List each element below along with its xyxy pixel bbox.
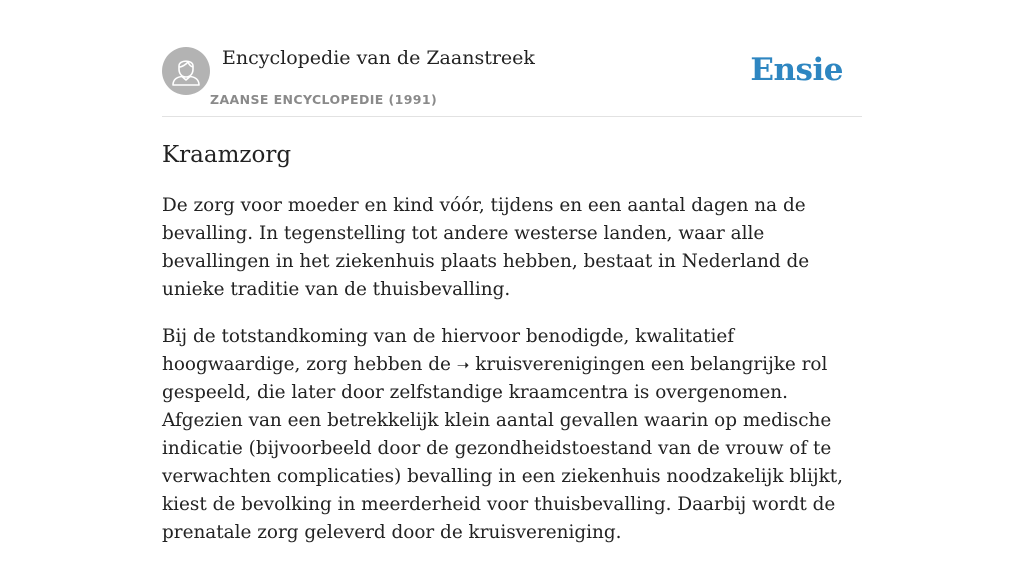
cross-reference-label: kruisverenigingen [475, 354, 645, 375]
paragraph-1: De zorg voor moeder en kind vóór, tijdens en een aantal dagen na de bevalling. In tegenstelling tot andere westerse landen, waar alle bevallingen in het ziekenhuis plaats hebben, bestaat in Nederland de unieke traditie van de thuisbevalling. [162, 195, 810, 300]
entry-title: Kraamzorg [162, 142, 292, 168]
paragraph-2-intro: Bij de totstandkoming van de hiervoor benodigde, kwalitatief hoogwaardige, zorg hebben de [162, 326, 735, 375]
page [162, 0, 862, 543]
user-icon [162, 47, 210, 95]
entry-content [162, 192, 862, 566]
avatar[interactable] [162, 47, 210, 95]
source-header [162, 0, 862, 117]
paragraph-2 [162, 323, 862, 547]
source-subtitle: ZAANSE ENCYCLOPEDIE (1991) [210, 92, 438, 107]
source-title[interactable]: Encyclopedie van de Zaanstreek [222, 47, 535, 69]
arrow-right-icon: ➝ [456, 356, 470, 374]
paragraph-2-rest: een belangrijke rol gespeeld, die later door zelfstandige kraamcentra is overgenomen. Afgezien van een betrekkelijk klein aantal gevallen waarin op medische indicatie (bijvoorbeeld door de gezondheidstoestand van de vrouw of te verwachten complicaties) bevalling in een ziekenhuis noodzakelijk blijkt, kiest de bevolking in meerderheid voor thuisbevalling. Daarbij wordt de prenatale zorg geleverd door de kruisvereniging. [162, 354, 843, 543]
brand-logo[interactable]: Ensie [750, 52, 843, 88]
cross-reference-link[interactable] [457, 354, 645, 375]
